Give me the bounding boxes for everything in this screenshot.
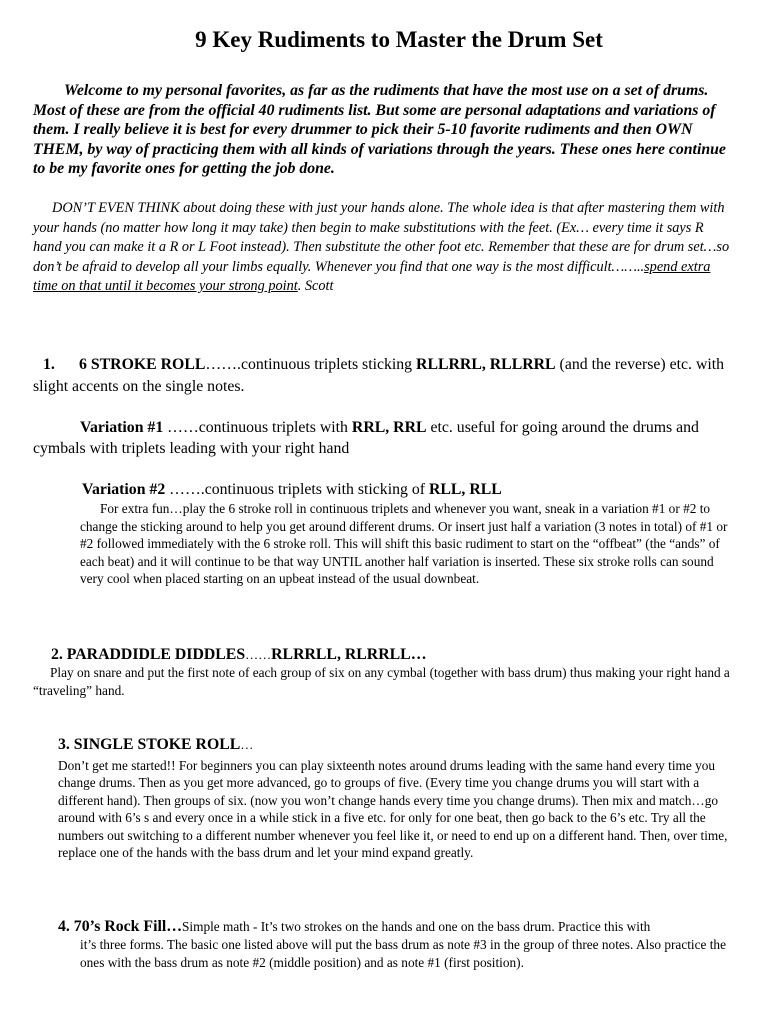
section-3-heading: 3. SINGLE STOKE ROLL: [58, 736, 241, 753]
variation-2-lead: …….continuous triplets with sticking of: [165, 481, 429, 498]
variation-2-label: Variation #2: [82, 481, 166, 498]
variation-1-rest: etc. useful for going around the drums and cymbals with triplets leading with your right hand: [33, 419, 699, 457]
variation-1-lead: ……continuous triplets with: [163, 419, 352, 436]
warning-text: DON’T EVEN THINK about doing these with just your hands alone. The whole idea is that after mastering them with your hands (no matter how long it may take) then begin to make substitutions with the feet. (Ex… every time it says R hand you can make it a R or L Foot instead). Then substitute the other foot etc. Remember that these are for drum set…so don’t be afraid to develop all your limbs equally. Whenever you find that one way is the most difficult……..: [33, 200, 730, 275]
variation-1: [33, 417, 733, 459]
warning-paragraph: [33, 199, 733, 297]
section-1-sticking: RLLRRL, RLLRRL: [416, 356, 556, 373]
variation-2-heading: [82, 481, 502, 499]
variation-1-sticking: RRL, RRL: [351, 419, 427, 436]
section-2-heading-line: [51, 646, 427, 664]
section-1: [33, 354, 743, 398]
section-1-heading: 6 STROKE ROLL: [79, 356, 206, 373]
page-title: 9 Key Rudiments to Master the Drum Set: [195, 27, 603, 52]
intro-paragraph: [33, 81, 733, 179]
signature: . Scott: [297, 278, 334, 294]
section-1-rest: (and the reverse) etc. with slight accents on the single notes.: [33, 356, 725, 395]
variation-2-body: [80, 500, 740, 588]
variation-2-body-text: For extra fun…play the 6 stroke roll in continuous triplets and whenever you want, sneak in a variation #1 or #2 to change the sticking around to help you get around different drums. Or insert just half a variation (3 notes in total) of #1 or #2 followed immediately with the 6 stroke roll. This will shift this basic rudiment to start on the “offbeat” (the “ands” of each beat) and it will continue to be that way UNTIL another half variation is inserted. These six stroke rolls can sound very cool when placed starting on an upbeat instead of the usual downbeat.: [80, 501, 728, 587]
section-3-body: Don’t get me started!! For beginners you can play sixteenth notes around drums leading with the same hand every time you change drums. Then as you get more advanced, go to groups of five. (Every time you change drums you will start with a different hand). Then groups of six. (now you won’t change hands every time you change drums). Then mix and match…go around with 6’s s and every once in a while stick in a five etc. for only for one beat, then go back to the 6’s etc. Try all the numbers out switching to a different number whenever you feel like it, or need to end up on a different hand. Then, over time, replace one of the hands with the bass drum and let your mind expand greatly.: [58, 758, 728, 861]
section-4: [58, 918, 748, 972]
section-2-dots: ……: [245, 647, 272, 662]
section-2-body-text: Play on snare and put the first note of each group of six on any cymbal (together with bass drum) thus making your right hand a “traveling” hand.: [33, 665, 730, 698]
section-1-number: 1.: [43, 356, 55, 373]
section-1-lead: …….continuous triplets sticking: [205, 356, 417, 373]
section-2-sticking: RLRRLL, RLRRLL…: [271, 646, 427, 663]
section-3-heading-line: [58, 736, 253, 754]
variation-1-label: Variation #1: [80, 419, 164, 436]
section-2-heading: 2. PARADDIDLE DIDDLES: [51, 646, 246, 663]
section-3-dots: …: [240, 737, 254, 752]
section-4-heading: 4. 70’s Rock Fill…: [58, 918, 183, 935]
warning-underlined-text: spend extra time on that until it becomes your strong point: [33, 258, 711, 294]
section-4-rest: it’s three forms. The basic one listed above will put the bass drum as note #3 in the group of three notes. Also practice the ones with the bass drum as note #2 (middle position) and as note #1 (first position).: [80, 937, 726, 970]
section-2-body: [33, 664, 733, 700]
intro-text: Welcome to my personal favorites, as far as the rudiments that have the most use on a set of drums. Most of these are from the official 40 rudiments list. But some are personal adaptations and variations of them. I really believe it is best for every drummer to pick their 5-10 favorite rudiments and then OWN THEM, by way of practicing them with all kinds of variations through the years. These ones here continue to be my favorite ones for getting the job done.: [33, 82, 726, 177]
section-4-first-line: Simple math - It’s two strokes on the hands and one on the bass drum. Practice this with: [182, 919, 651, 934]
variation-2-sticking: RLL, RLL: [428, 481, 502, 498]
